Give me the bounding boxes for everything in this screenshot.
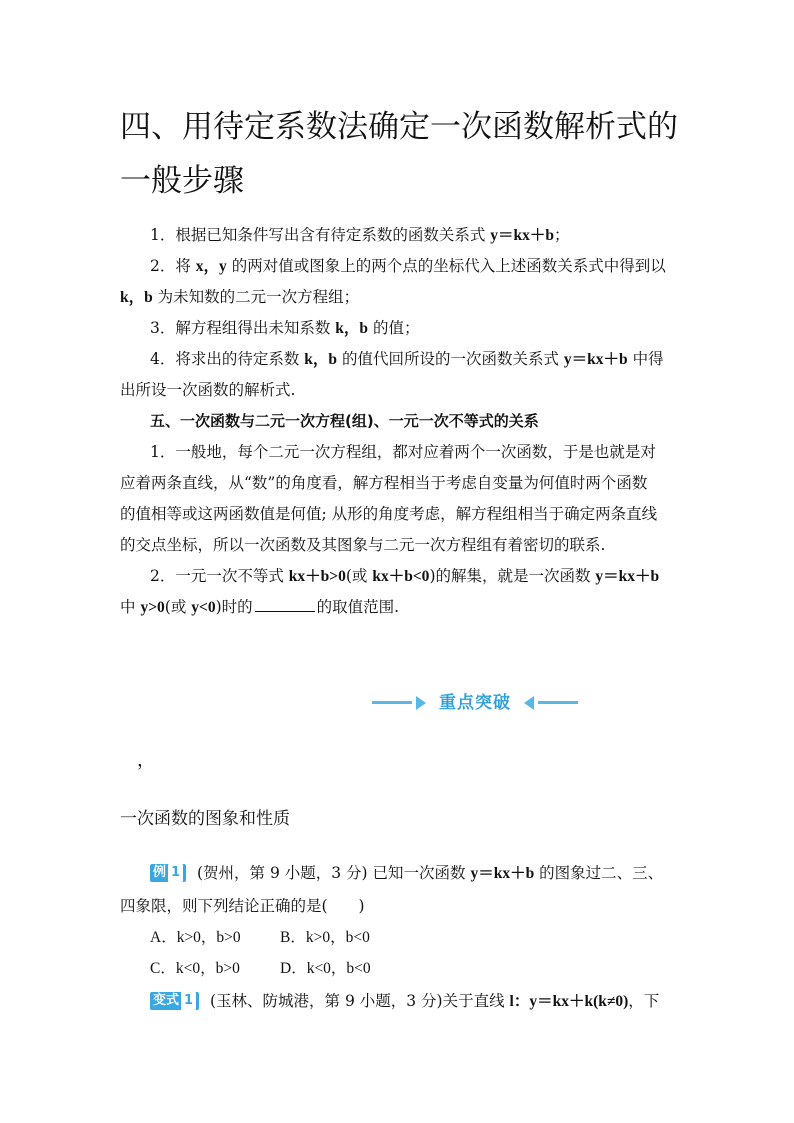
step-2-text-cont: 的两对值或图象上的两个点的坐标代入上述函数关系式中得到以: [226, 257, 666, 275]
variant-text-cont: ，下: [628, 992, 660, 1010]
option-a[interactable]: A．k>0，b>0: [150, 929, 241, 946]
option-d[interactable]: D．k<0，b<0: [280, 960, 371, 977]
inequality: kx＋b>0: [288, 568, 346, 585]
step-1: [150, 220, 570, 251]
paragraph-1-line-1: 1．一般地，每个二元一次方程组，都对应着两个一次函数，于是也就是对: [150, 443, 656, 461]
example-tag-label: 例: [153, 865, 167, 880]
formula: y＝kx＋b: [490, 227, 555, 244]
p2-shi: )时的: [215, 598, 253, 616]
formula: y＝kx＋b: [470, 865, 535, 882]
step-3-text: 3．解方程组得出未知系数: [150, 319, 336, 337]
coefficients: k，b: [304, 351, 338, 368]
formula: y＝kx＋b: [595, 568, 660, 585]
variant-line-1: [150, 986, 659, 1017]
page-title: 四、用待定系数法确定一次函数解析式的一般步骤: [120, 109, 678, 199]
step-3: [150, 313, 419, 344]
fill-blank[interactable]: [255, 610, 315, 612]
p2-zhong: 中: [120, 598, 141, 616]
p2-paren: (或: [164, 598, 192, 616]
step-4-end: 中得: [627, 350, 664, 368]
variant-tag-number: 1: [181, 992, 196, 1010]
paragraph-1-line-4: 的交点坐标，所以一次函数及其图象与二元一次方程组有着密切的联系.: [120, 536, 606, 554]
step-2-line-1: [150, 251, 666, 282]
example-text: (贺州，第 9 小题，3 分) 已知一次函数: [192, 864, 471, 882]
variant-tag: [150, 992, 199, 1010]
key-points-banner: [372, 688, 578, 718]
example-line-2: 四象限，则下列结论正确的是( ): [120, 897, 365, 915]
example-tag: [150, 864, 186, 882]
step-4-line-1: [150, 344, 664, 375]
step-4-line-2: 出所设一次函数的解析式.: [120, 381, 296, 399]
line-equation: l：y＝kx＋k(k≠0): [509, 993, 629, 1010]
stray-comma: ，: [137, 750, 155, 771]
banner-text: 重点突破: [439, 693, 511, 713]
step-2-line-2: [120, 282, 359, 313]
p2-paren: (或: [345, 567, 373, 585]
option-c[interactable]: C．k<0，b>0: [150, 960, 240, 977]
inequality: kx＋b<0: [372, 568, 430, 585]
paragraph-2-line-2: [120, 592, 399, 623]
p2-text: 2．一元一次不等式: [150, 567, 289, 585]
section-five-heading: 五、一次函数与二元一次方程(组)、一元一次不等式的关系: [150, 412, 539, 430]
banner-arrow-right-icon: [524, 696, 534, 710]
option-b[interactable]: B．k>0，b<0: [280, 929, 370, 946]
condition: y>0: [140, 599, 165, 616]
coefficients: k，b: [120, 289, 153, 306]
step-2-end: 为未知数的二元一次方程组；: [152, 288, 360, 306]
step-3-end: 的值；: [368, 319, 420, 337]
step-4-text: 4．将求出的待定系数: [150, 350, 305, 368]
condition: y<0: [191, 599, 216, 616]
step-1-text: 1．根据已知条件写出含有待定系数的函数关系式: [150, 226, 491, 244]
variables: x，y: [195, 258, 227, 275]
paragraph-1-line-3: 的值相等或这两函数值是何值; 从形的角度考虑，解方程组相当于确定两条直线: [120, 505, 658, 523]
step-1-end: ；: [554, 226, 570, 244]
banner-line-right: [538, 701, 578, 704]
step-4-text-cont: 的值代回所设的一次函数关系式: [337, 350, 564, 368]
paragraph-2-line-1: [150, 561, 659, 592]
example-line-1: [150, 858, 663, 889]
p2-end: 的取值范围.: [316, 598, 400, 616]
step-2-text: 2．将: [150, 257, 196, 275]
section-title: 一次函数的图象和性质: [120, 809, 290, 829]
example-tag-number: 1: [168, 864, 183, 882]
variant-text: (玉林、防城港，第 9 小题，3 分)关于直线: [205, 992, 510, 1010]
variant-tag-label: 变式: [153, 993, 180, 1008]
p2-text-cont: )的解集，就是一次函数: [429, 567, 596, 585]
coefficients: k，b: [335, 320, 369, 337]
formula: y＝kx＋b: [563, 351, 628, 368]
paragraph-1-line-2: 应着两条直线，从“数”的角度看，解方程相当于考虑自变量为何值时两个函数: [120, 474, 648, 492]
example-text-cont: 的图象过二、三、: [534, 864, 664, 882]
